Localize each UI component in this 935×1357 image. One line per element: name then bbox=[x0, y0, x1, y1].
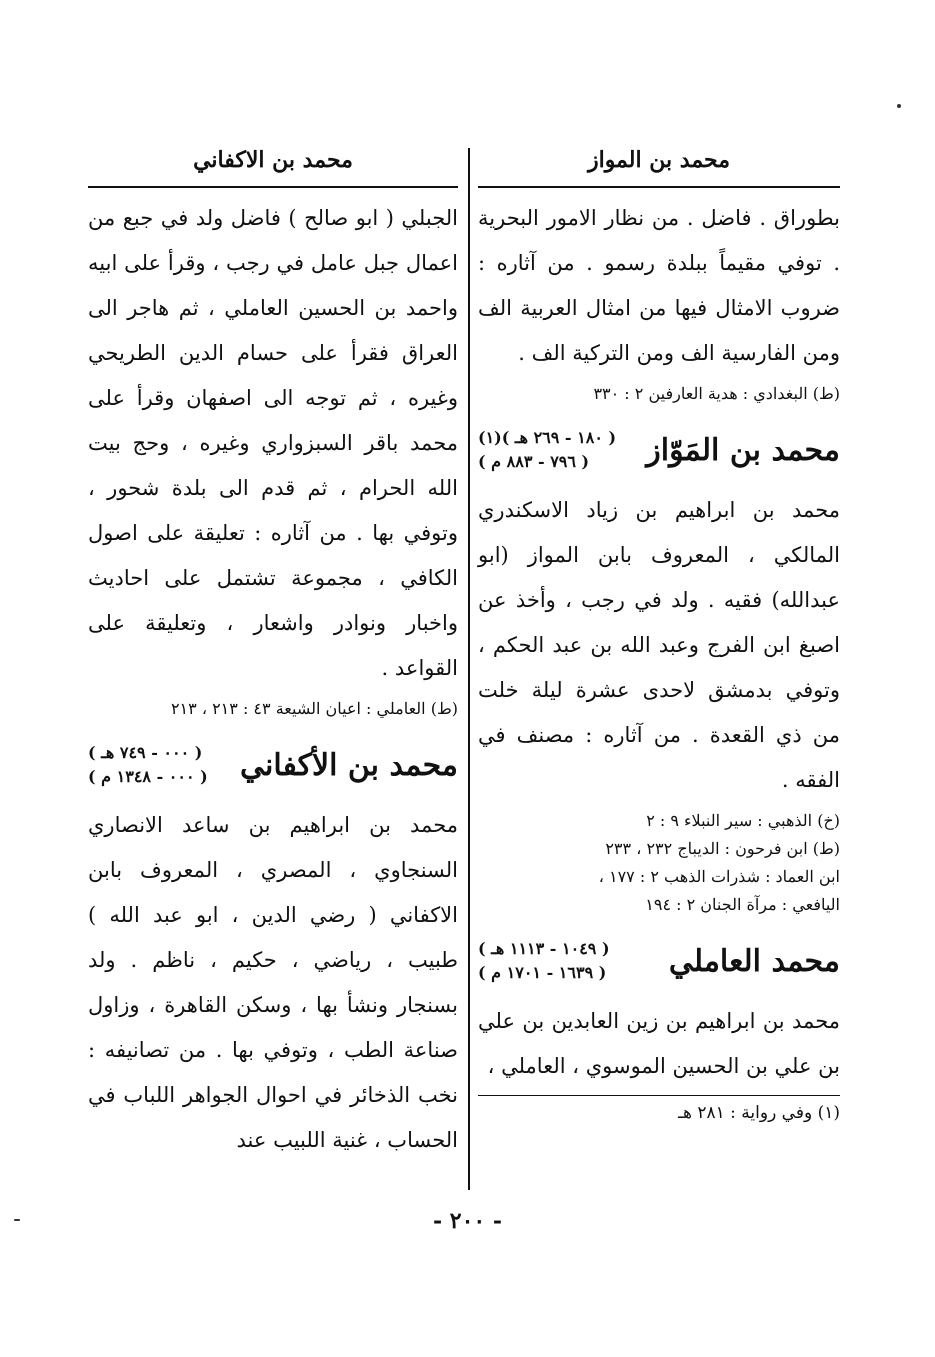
reference-line: اليافعي : مرآة الجنان ٢ : ١٩٤ bbox=[645, 895, 840, 914]
right-column bbox=[478, 138, 840, 1128]
dates-gregorian: ( ١٦٣٩ - ١٧٠١ م ) bbox=[478, 963, 607, 982]
entry-text: محمد بن ابراهيم بن زياد الاسكندري المالكي ، المعروف بابن المواز (ابو عبدالله) فقيه . ولد في رجب ، وأخذ عن اصبغ ابن الفرج وعبد الله بن عبد الحكم ، وتوفي بدمشق لاحدى عشرة ليلة خلت من ذي القعدة . من آثاره : مصنف في الفقه . bbox=[478, 498, 840, 792]
reference-line: (ط) البغدادي : هدية العارفين ٢ : ٣٣٠ bbox=[593, 384, 840, 403]
dates-gregorian: ( ٧٩٦ - ٨٨٣ م ) bbox=[478, 452, 590, 471]
dates-hijri: ( ١٨٠ - ٢٦٩ هـ )(١) bbox=[478, 428, 617, 447]
entry-continuation-text: الجبلي ( ابو صالح ) فاضل ولد في جبع من اعمال جبل عامل في رجب ، وقرأ على ابيه واحمد بن الحسين العاملي ، ثم هاجر الى العراق فقرأ على حسام الدين الطريحي وغيره ، ثم توجه الى اصفهان وقرأ على محمد باقر السبزواري وغيره ، وحج بيت الله الحرام ، ثم قدم الى بلدة شحور ، وتوفي بها . من آثاره : تعليقة على اصول الكافي ، مجموعة تشتمل على احاديث واخبار ونوادر واشعار ، وتعليقة على القواعد . bbox=[88, 206, 458, 680]
entry-text: محمد بن ابراهيم بن زين العابدين بن علي بن علي بن الحسين الموسوي ، العاملي ، bbox=[478, 1009, 840, 1078]
scan-speck bbox=[897, 104, 901, 108]
reference-line: (ط) العاملي : اعيان الشيعة ٤٣ : ٢١٣ ، ٢١٣ bbox=[170, 699, 458, 718]
page-number: - ٢٠٠ - bbox=[432, 1208, 503, 1234]
entry-references bbox=[478, 807, 840, 919]
column-divider bbox=[468, 148, 470, 1190]
dates-gregorian: ( ٠٠٠ - ١٣٤٨ م ) bbox=[88, 767, 208, 786]
entry-title: محمد بن الأكفاني bbox=[240, 747, 458, 783]
reference-line: (ط) ابن فرحون : الديباج ٢٣٢ ، ٢٣٣ bbox=[605, 839, 840, 858]
reference-line: (خ) الذهبي : سير النبلاء ٩ : ٢ bbox=[646, 811, 840, 830]
entry-heading bbox=[88, 741, 458, 789]
reference-line: ابن العماد : شذرات الذهب ٢ : ١٧٧ ، bbox=[598, 867, 840, 886]
entry-continuation-text: بطوراق . فاضل . من نظار الامور البحرية . توفي مقيماً ببلدة رسمو . من آثاره : ضروب الامثال فيها من امثال العربية الف ومن الفارسية الف ومن التركية الف . bbox=[478, 206, 840, 365]
entry-title: محمد بن المَوّاز bbox=[646, 432, 840, 468]
left-column bbox=[88, 138, 458, 1163]
entry-title: محمد العاملي bbox=[668, 943, 840, 979]
scan-speck bbox=[14, 1219, 20, 1221]
dates-hijri: ( ٠٠٠ - ٧٤٩ هـ ) bbox=[88, 743, 203, 762]
entry-dates bbox=[88, 741, 208, 789]
running-header-left: محمد بن الاكفاني bbox=[88, 138, 458, 188]
entry-heading bbox=[478, 937, 840, 985]
entry-text: محمد بن ابراهيم بن ساعد الانصاري السنجاوي ، المصري ، المعروف بابن الاكفاني ( رضي الدين ، ابو عبد الله ) طبيب ، رياضي ، حكيم ، ناظم . ولد بسنجار ونشأ بها ، وسكن القاهرة ، وزاول صناعة الطب ، وتوفي بها . من تصانيفه : نخب الذخائر في احوال الجواهر اللباب في الحساب ، غنية اللبيب عند bbox=[88, 813, 458, 1152]
entry-heading bbox=[478, 426, 840, 474]
running-header-right: محمد بن المواز bbox=[478, 138, 840, 188]
dates-hijri: ( ١٠٤٩ - ١١١٣ هـ ) bbox=[478, 939, 610, 958]
entry-dates bbox=[478, 426, 616, 474]
entry-dates bbox=[478, 937, 610, 985]
footnote: (١) وفي رواية : ٢٨١ هـ bbox=[478, 1095, 840, 1128]
